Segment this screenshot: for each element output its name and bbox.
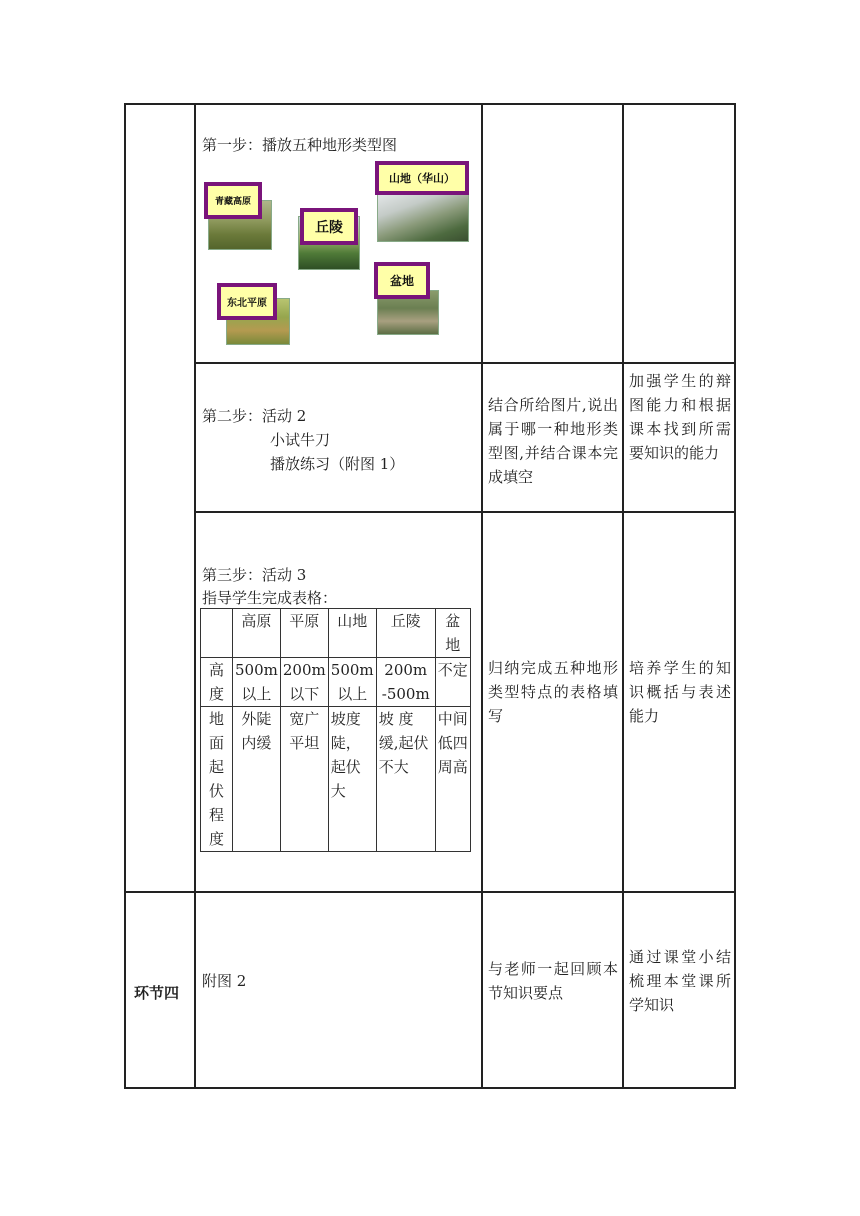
step-two-line: 小试牛刀 [270, 431, 331, 449]
mountain-photo [377, 192, 469, 242]
table-cell: 200m 以下 [280, 658, 328, 707]
column-divider [194, 103, 196, 1089]
row-divider [194, 511, 736, 513]
appendix-figure-text: 附图 2 [202, 972, 247, 990]
column-divider [622, 103, 624, 1089]
design-intent-text: 培养学生的知识概括与表述能力 [629, 659, 731, 725]
table-cell: 500m 以上 [328, 658, 376, 707]
step-two-title: 第二步：活动 2 [202, 407, 307, 425]
section-title: 环节四 [134, 984, 180, 1002]
table-cell: 坡度陡，起伏大 [328, 707, 376, 852]
mountain-label: 山地（华山） [375, 161, 469, 195]
table-cell: 坡 度缓,起伏 不大 [376, 707, 435, 852]
table-cell [201, 609, 233, 658]
table-cell: 宽广平坦 [280, 707, 328, 852]
plateau-label: 青藏高原 [204, 182, 262, 219]
table-cell: 200m -500m [376, 658, 435, 707]
table-cell: 中间低四周高 [435, 707, 470, 852]
table-row-header: 高度 [201, 658, 233, 707]
hills-label: 丘陵 [300, 208, 358, 245]
design-intent-text: 通过课堂小结梳理本堂课所学知识 [629, 948, 731, 1014]
table-header-cell: 山地 [328, 609, 376, 658]
table-row-header: 地面起伏程度 [201, 707, 233, 852]
table-header-cell: 盆地 [435, 609, 470, 658]
step-two-line: 播放练习（附图 1） [270, 455, 405, 473]
table-row [201, 707, 471, 852]
plain-label: 东北平原 [217, 283, 277, 320]
row-divider [194, 362, 736, 364]
design-intent-text: 加强学生的辩图能力和根据课本找到所需要知识的能力 [629, 372, 731, 462]
table-cell: 不定 [435, 658, 470, 707]
step-three-line: 指导学生完成表格： [202, 589, 338, 607]
step-one-title: 第一步：播放五种地形类型图 [202, 136, 398, 154]
landform-table [200, 608, 471, 852]
column-divider [481, 103, 483, 1089]
table-cell: 500m 以上 [233, 658, 281, 707]
table-header-row [201, 609, 471, 658]
student-activity-text: 归纳完成五种地形类型特点的表格填写 [488, 659, 618, 725]
step-three-title: 第三步：活动 3 [202, 566, 307, 584]
basin-label: 盆地 [374, 262, 430, 299]
table-header-cell: 高原 [233, 609, 281, 658]
student-activity-text: 与老师一起回顾本节知识要点 [488, 960, 618, 1002]
table-header-cell: 丘陵 [376, 609, 435, 658]
table-cell: 外陡内缓 [233, 707, 281, 852]
table-header-cell: 平原 [280, 609, 328, 658]
table-row [201, 658, 471, 707]
row-divider [124, 891, 736, 893]
student-activity-text: 结合所给图片,说出属于哪一种地形类型图,并结合课本完成填空 [488, 396, 618, 486]
